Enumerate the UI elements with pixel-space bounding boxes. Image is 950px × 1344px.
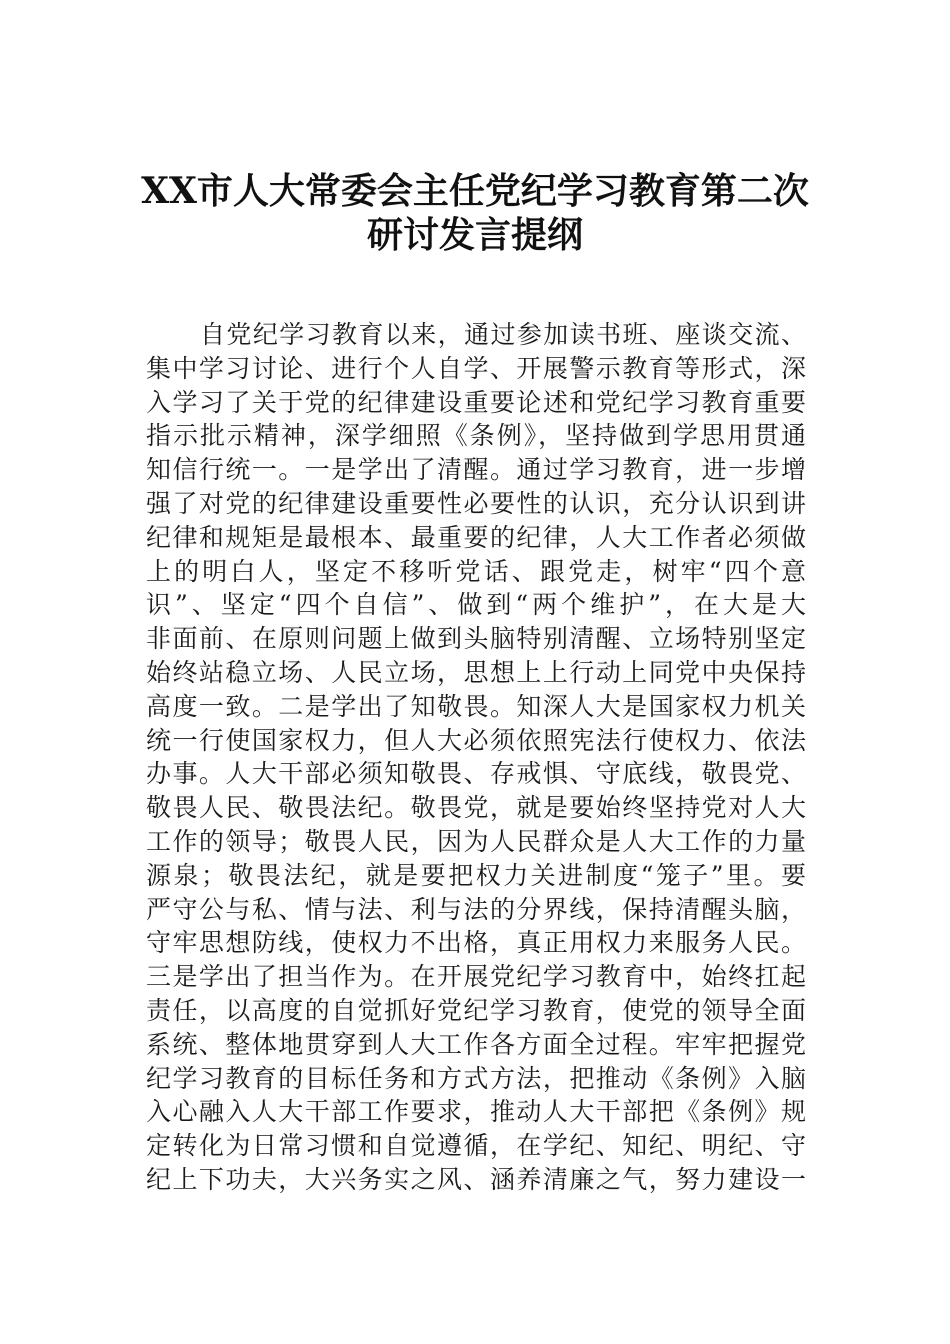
body-line: 纪上下功夫，大兴务实之风、涵养清廉之气，努力建设一 [146, 1164, 806, 1194]
body-line: 始终站稳立场、人民立场，思想上上行动上同党中央保持 [146, 657, 806, 687]
body-line: 强了对党的纪律建设重要性必要性的认识，充分认识到讲 [146, 488, 806, 518]
body-line: 识”、坚定“四个自信”、做到“两个维护”，在大是大 [146, 590, 806, 620]
body-line: 上的明白人，坚定不移听党话、跟党走，树牢“四个意 [146, 556, 806, 586]
document-title-line-2: 研讨发言提纲 [366, 214, 583, 256]
document-body [146, 318, 806, 1197]
body-line: 源泉；敬畏法纪，就是要把权力关进制度“笼子”里。要 [146, 860, 806, 890]
body-line: 工作的领导；敬畏人民，因为人民群众是人大工作的力量 [146, 826, 806, 856]
body-line: 系统、整体地贯穿到人大工作各方面全过程。牢牢把握党 [146, 1029, 806, 1059]
body-line: 定转化为日常习惯和自觉遵循，在学纪、知纪、明纪、守 [146, 1131, 806, 1161]
body-line: 责任，以高度的自觉抓好党纪学习教育，使党的领导全面 [146, 995, 806, 1025]
body-line: 守牢思想防线，使权力不出格，真正用权力来服务人民。 [146, 928, 806, 958]
body-line: 集中学习讨论、进行个人自学、开展警示教育等形式，深 [146, 353, 806, 383]
body-line: 非面前、在原则问题上做到头脑特别清醒、立场特别坚定 [146, 624, 806, 654]
body-line: 严守公与私、情与法、利与法的分界线，保持清醒头脑， [146, 894, 806, 924]
body-line: 办事。人大干部必须知敬畏、存戒惧、守底线，敬畏党、 [146, 759, 806, 789]
body-line: 纪学习教育的目标任务和方式方法，把推动《条例》入脑 [146, 1063, 806, 1093]
body-line: 入心融入人大干部工作要求，推动人大干部把《条例》规 [146, 1097, 806, 1127]
body-line: 纪律和规矩是最根本、最重要的纪律，人大工作者必须做 [146, 522, 806, 552]
body-line: 自党纪学习教育以来，通过参加读书班、座谈交流、 [200, 320, 806, 349]
body-line: 入学习了关于党的纪律建设重要论述和党纪学习教育重要 [146, 387, 806, 417]
document-title-line-1: XX市人大常委会主任党纪学习教育第二次 [141, 170, 809, 212]
body-line: 统一行使国家权力，但人大必须依照宪法行使权力、依法 [146, 725, 806, 755]
body-line: 敬畏人民、敬畏法纪。敬畏党，就是要始终坚持党对人大 [146, 793, 806, 823]
body-line: 高度一致。二是学出了知敬畏。知深人大是国家权力机关 [146, 691, 806, 721]
body-line: 知信行统一。一是学出了清醒。通过学习教育，进一步增 [146, 455, 806, 485]
body-line: 指示批示精神，深学细照《条例》，坚持做到学思用贯通 [146, 421, 806, 451]
body-line: 三是学出了担当作为。在开展党纪学习教育中，始终扛起 [146, 962, 806, 992]
